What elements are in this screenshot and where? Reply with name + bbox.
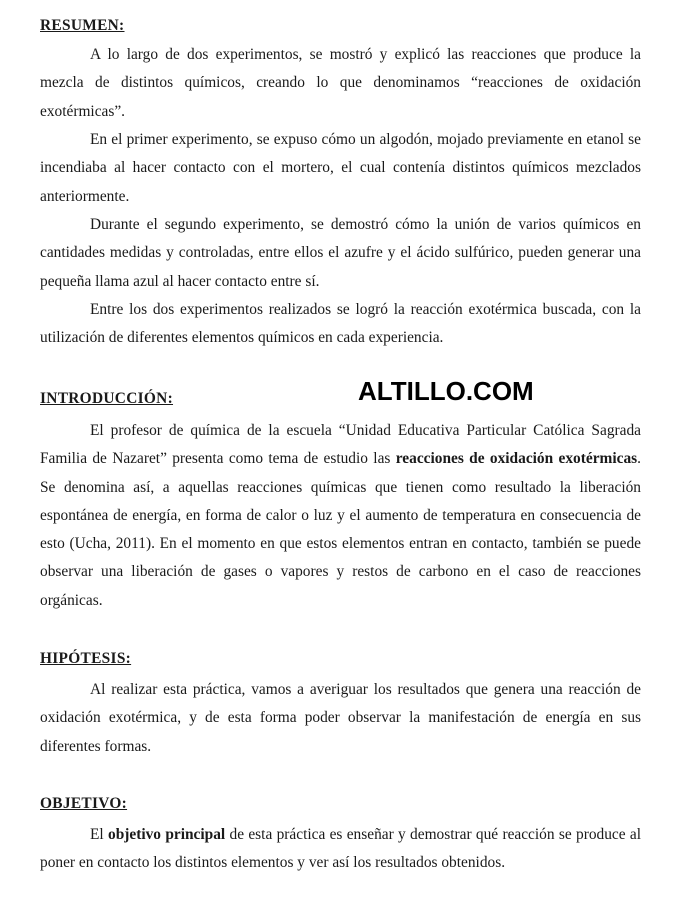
resumen-paragraph-2: En el primer experimento, se expuso cómo un algodón, mojado previamente en etanol se incendiaba al hacer contacto con el mortero, el cual contenía distintos químicos mezclados anteriormente. <box>40 131 641 205</box>
hipotesis-paragraph: Al realizar esta práctica, vamos a averiguar los resultados que genera una reacción de oxidación exotérmica, y de esta forma poder observar la manifestación de energía en sus diferentes formas. <box>40 681 641 755</box>
resumen-paragraph-3: Durante el segundo experimento, se demostró cómo la unión de varios químicos en cantidades medidas y controladas, entre ellos el azufre y el ácido sulfúrico, pueden generar una pequeña llama azul al hacer contacto entre sí. <box>40 216 641 290</box>
resumen-paragraph-4: Entre los dos experimentos realizados se logró la reacción exotérmica buscada, con la utilización de diferentes elementos químicos en cada experiencia. <box>40 301 641 347</box>
introduccion-bold-term: reacciones de oxidación exotérmicas <box>395 450 638 468</box>
heading-introduccion: INTRODUCCIÓN: <box>40 390 174 407</box>
objetivo-text-2: de esta práctica es enseñar y demostrar qué reacción se produce al poner en contacto los distintos elementos y ver así los resultados obtenidos. <box>40 826 641 872</box>
watermark-logo: ALTILLO.COM <box>358 376 534 406</box>
heading-hipotesis: HIPÓTESIS: <box>40 650 132 667</box>
resumen-paragraph-1: A lo largo de dos experimentos, se mostró y explicó las reacciones que produce la mezcla de distintos químicos, creando lo que denominamos “reacciones de oxidación exotérmicas”. <box>40 46 641 120</box>
introduccion-text-1: El profesor de química de la escuela “Unidad Educativa Particular Católica Sagrada Familia de Nazaret” presenta como tema de estudio las <box>40 422 641 468</box>
heading-objetivo: OBJETIVO: <box>40 795 128 812</box>
objetivo-text-1: El <box>90 826 108 843</box>
objetivo-paragraph <box>40 821 641 878</box>
introduccion-paragraph <box>40 417 641 615</box>
introduccion-text-2: . Se denomina así, a aquellas reacciones químicas que tienen como resultado la liberación espontánea de energía, en forma de calor o luz y el aumento de temperatura en consecuencia de esto (Ucha, 2011). En el momento en que estos elementos entran en contacto, también se puede observar una liberación de gases o vapores y restos de carbono en el caso de reacciones orgánicas. <box>40 450 641 609</box>
heading-resumen: RESUMEN: <box>40 17 125 34</box>
objetivo-bold-term: objetivo principal <box>108 826 226 843</box>
